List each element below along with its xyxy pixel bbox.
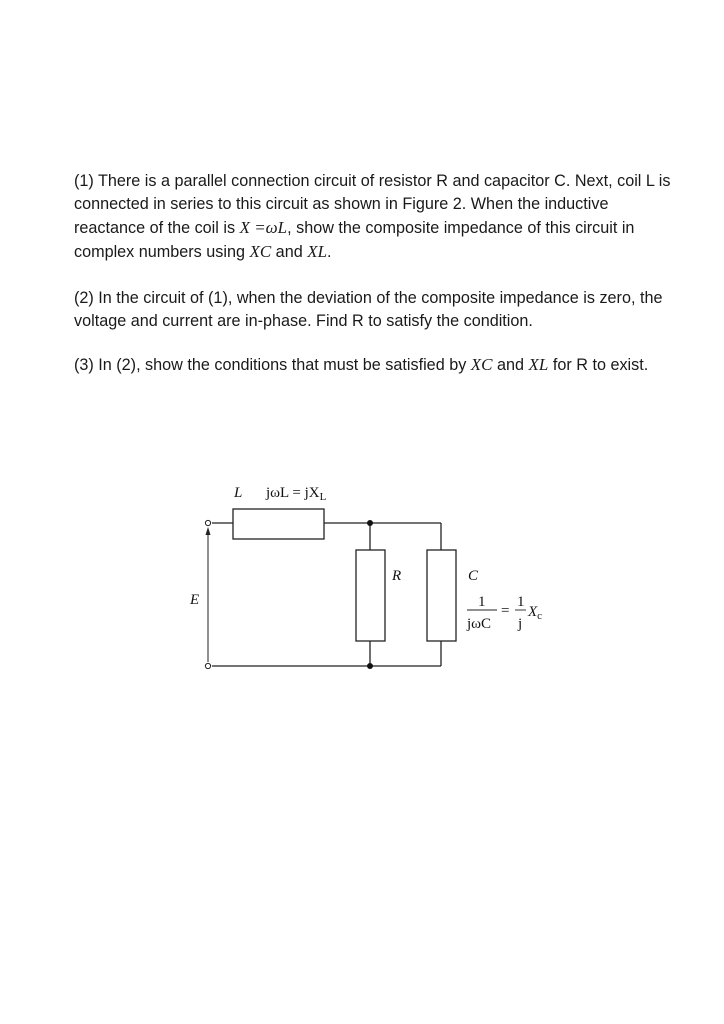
fraction-1-numerator: 1 — [478, 594, 486, 610]
label-r: R — [392, 568, 402, 584]
math-xc: XC — [470, 355, 493, 374]
question-1-text-c: and — [271, 243, 308, 261]
question-1-text-d: . — [327, 243, 332, 261]
math-x-omega-l: X =ωL — [239, 218, 288, 237]
math-xl: XL — [528, 355, 549, 374]
label-xc-sub: c — [537, 610, 543, 622]
fraction-1-denominator: jωC — [467, 616, 492, 632]
terminal-bottom — [205, 663, 210, 668]
capacitor-box — [427, 550, 456, 641]
label-l: L — [234, 485, 243, 501]
question-3-text-a: (3) In (2), show the conditions that must be satisfied by — [74, 356, 471, 374]
label-c: C — [468, 568, 479, 584]
question-1-text-a: (1) There is a parallel connection circuit of resistor R and capacitor C. Next, coil L is connected in series to this circuit as shown in Figure 2. When the inductive reactance of the coil is — [74, 172, 671, 237]
equals-sign: = — [501, 603, 510, 619]
inductor-box — [233, 509, 324, 539]
math-xl: XL — [307, 242, 328, 261]
fraction-2-denominator: j — [518, 616, 523, 632]
label-jwl-text: jωL = jX — [266, 485, 320, 501]
question-3-text-b: and — [492, 356, 529, 374]
junction-bottom — [367, 663, 373, 669]
label-e: E — [190, 592, 200, 608]
question-2: (2) In the circuit of (1), when the deviation of the composite impedance is zero, the voltage and current are in-phase. Find R to satisfy the condition. — [74, 289, 663, 330]
question-1-text-b: , show the composite impedance of this circuit in complex numbers using — [74, 219, 635, 261]
resistor-box — [356, 550, 385, 641]
label-jwl-sub: L — [319, 491, 327, 503]
math-xc: XC — [249, 242, 272, 261]
fraction-2-numerator: 1 — [517, 594, 525, 610]
terminal-top — [205, 520, 210, 525]
junction-top — [367, 520, 373, 526]
label-xc — [527, 604, 542, 622]
label-xc-text: X — [528, 604, 538, 620]
question-3-text-c: for R to exist. — [548, 356, 649, 374]
voltage-arrow-head — [206, 527, 211, 535]
label-jwl — [265, 485, 327, 503]
